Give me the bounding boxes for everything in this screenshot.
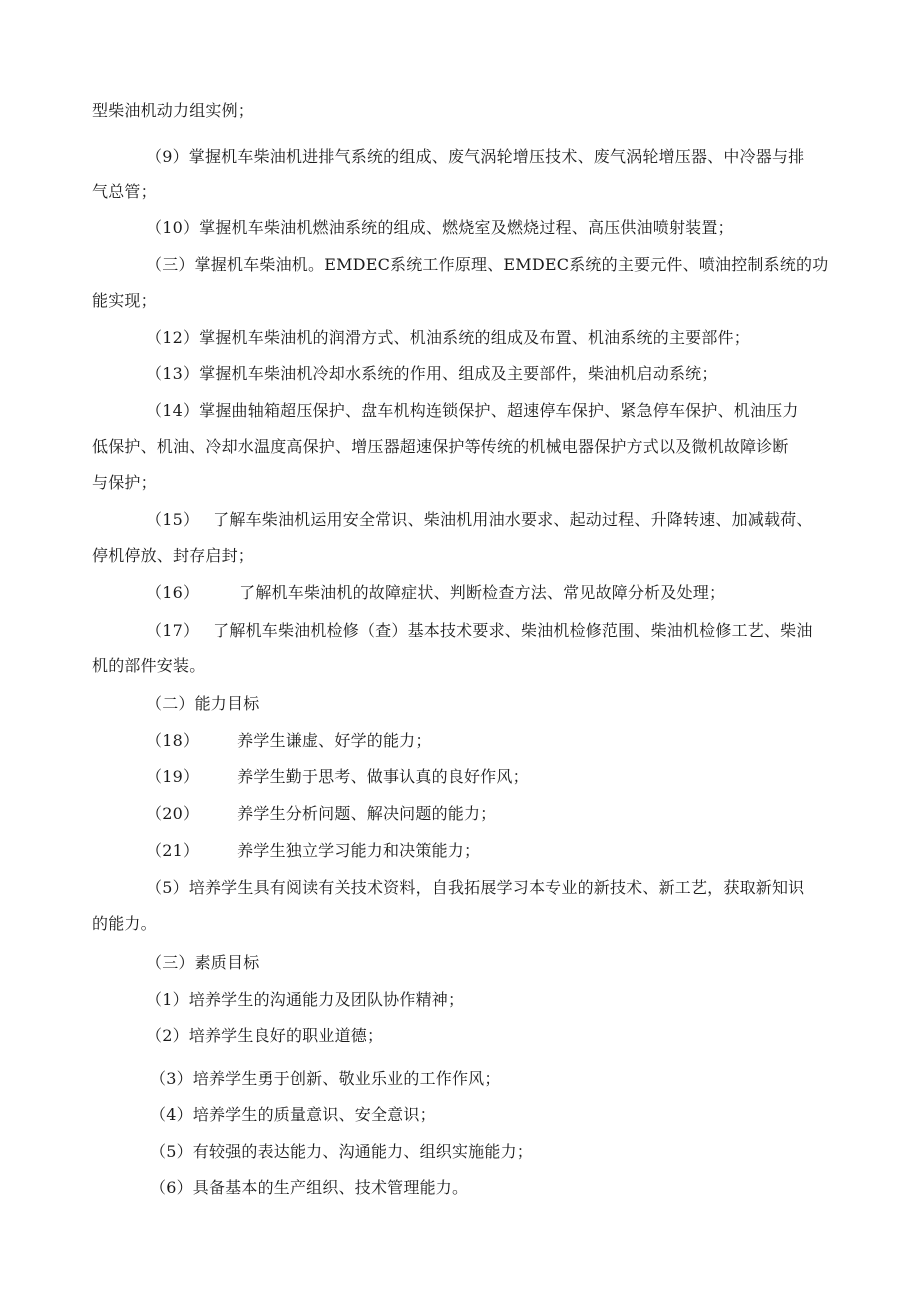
list-item-16 (146, 582, 836, 604)
list-item-5: （5）培养学生具有阅读有关技术资料，自我拓展学习本专业的新技术、新工艺，获取新知识 (146, 878, 805, 897)
item-number: （18） (146, 731, 200, 750)
list-item-14: （14）掌握曲轴箱超压保护、盘车机构连锁保护、超速停车保护、紧急停车保护、机油压力 (146, 401, 799, 420)
list-item-15 (146, 509, 836, 531)
item-text: 了解机车柴油机的故障症状、判断检查方法、常见故障分析及处理； (239, 583, 726, 602)
paragraph-line: 型柴油机动力组实例； (92, 101, 255, 120)
item-number: （15） (146, 510, 200, 529)
item-text: 养学生谦虚、好学的能力； (237, 731, 432, 750)
quality-item-1: （1）培养学生的沟通能力及团队协作精神； (146, 990, 465, 1009)
item-text: 了解车柴油机运用安全常识、柴油机用油水要求、起动过程、升降转速、加减载荷、 (213, 510, 813, 529)
item-text: 了解机车柴油机检修（查）基本技术要求、柴油机检修范围、柴油机检修工艺、柴油 (213, 621, 813, 640)
list-item-11-cont: 能实现； (92, 291, 157, 310)
item-text: 养学生勤于思考、做事认真的良好作风； (237, 767, 529, 786)
list-item-20 (146, 803, 836, 825)
quality-item-5: （5）有较强的表达能力、沟通能力、组织实施能力； (150, 1142, 533, 1161)
item-text: 养学生独立学习能力和决策能力； (237, 841, 481, 860)
list-item-5-cont: 的能力。 (92, 914, 157, 933)
quality-item-6: （6）具备基本的生产组织、技术管理能力。 (150, 1178, 469, 1197)
item-text: 养学生分析问题、解决问题的能力； (237, 804, 497, 823)
item-number: （20） (146, 804, 200, 823)
list-item-9: （9）掌握机车柴油机进排气系统的组成、废气涡轮增压技术、废气涡轮增压器、中冷器与排 (146, 147, 805, 166)
list-item-12: （12）掌握机车柴油机的润滑方式、机油系统的组成及布置、机油系统的主要部件； (146, 328, 750, 347)
list-item-18 (146, 730, 836, 752)
list-item-11: （三）掌握机车柴油机。EMDEC系统工作原理、EMDEC系统的主要元件、喷油控制系统的功 (146, 255, 829, 274)
item-number: （21） (146, 841, 200, 860)
list-item-10: （10）掌握机车柴油机燃油系统的组成、燃烧室及燃烧过程、高压供油喷射装置； (146, 218, 734, 237)
list-item-21 (146, 840, 836, 862)
list-item-9-cont: 气总管； (92, 182, 157, 201)
quality-item-4: （4）培养学生的质量意识、安全意识； (150, 1105, 436, 1124)
item-number: （19） (146, 767, 200, 786)
list-item-19 (146, 766, 836, 788)
list-item-15-cont: 停机停放、封存启封； (92, 546, 255, 565)
quality-item-2: （2）培养学生良好的职业道德； (146, 1026, 384, 1045)
list-item-17 (146, 620, 836, 642)
section-heading-quality: （三）素质目标 (146, 953, 260, 972)
list-item-14-cont: 与保护； (92, 473, 157, 492)
item-number: （16） (146, 583, 200, 602)
quality-item-3: （3）培养学生勇于创新、敬业乐业的工作作风； (150, 1069, 501, 1088)
list-item-13: （13）掌握机车柴油机冷却水系统的作用、组成及主要部件，柴油机启动系统； (146, 364, 718, 383)
item-number: （17） (146, 621, 200, 640)
list-item-17-cont: 机的部件安装。 (92, 656, 206, 675)
list-item-14-cont: 低保护、机油、冷却水温度高保护、增压器超速保护等传统的机械电器保护方式以及微机故障诊断 (92, 437, 789, 456)
section-heading-ability: （二）能力目标 (146, 694, 260, 713)
